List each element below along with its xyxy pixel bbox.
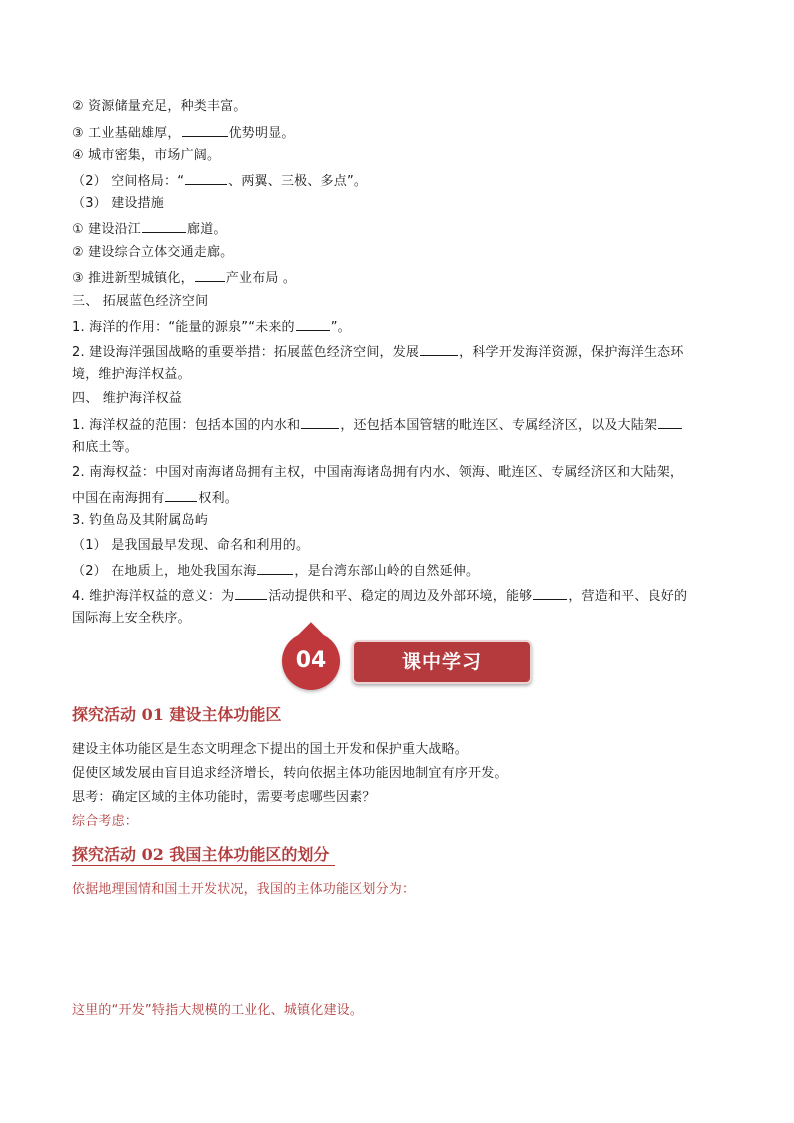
section-heading: 三、 拓展蓝色经济空间 (72, 294, 209, 309)
fill-blank[interactable] (165, 489, 197, 502)
activity-1-question: 思考：确定区域的主体功能时，需要考虑哪些因素？ (72, 790, 376, 805)
text-line: 3. 钓鱼岛及其附属岛屿 (72, 513, 208, 528)
fill-blank[interactable] (257, 562, 293, 575)
activity-2-note: 这里的“开发”特指大规模的工业化、城镇化建设。 (72, 1003, 364, 1018)
activity-2-text: 依据地理国情和国土开发状况，我国的主体功能区划分为： (72, 882, 416, 897)
text-line: ① 建设沿江 廊道。 (72, 222, 227, 237)
section-title: 课中学习 (401, 651, 482, 673)
text-line: ② 建设综合立体交通走廊。 (72, 245, 234, 260)
fill-blank[interactable] (185, 172, 227, 185)
fill-blank[interactable] (195, 269, 225, 282)
activity-1-heading: 探究活动 01 建设主体功能区 (72, 705, 282, 724)
text-line: 和底土等。 (72, 440, 139, 455)
text-line: （2） 在地质上，地处我国东海 ，是台湾东部山岭的自然延伸。 (72, 564, 480, 579)
section-heading: 四、 维护海洋权益 (72, 391, 182, 406)
fill-blank[interactable] (142, 220, 186, 233)
activity-1-answer-prompt: 综合考虑： (72, 814, 139, 829)
fill-blank[interactable] (182, 124, 228, 137)
fill-blank[interactable] (301, 416, 339, 429)
text-line: 4. 维护海洋权益的意义：为 活动提供和平、稳定的周边及外部环境，能够 ，营造和平、良好的 (72, 589, 688, 604)
text-line: （3） 建设措施 (72, 196, 165, 211)
text-line: 1. 海洋的作用：“能量的源泉”“未来的 ”。 (72, 320, 351, 335)
section-number: 04 (295, 648, 327, 673)
fill-blank[interactable] (533, 587, 567, 600)
activity-1-text: 促使区域发展由盲目追求经济增长，转向依据主体功能因地制宜有序开发。 (72, 766, 508, 781)
activity-2-heading: 探究活动 02 我国主体功能区的划分 (72, 845, 335, 866)
activity-1-text: 建设主体功能区是生态文明理念下提出的国土开发和保护重大战略。 (72, 742, 469, 757)
text-line: 国际海上安全秩序。 (72, 611, 191, 626)
text-line: ② 资源储量充足，种类丰富。 (72, 99, 247, 114)
text-line: 2. 建设海洋强国战略的重要举措：拓展蓝色经济空间，发展 ，科学开发海洋资源，保护海洋生态环 (72, 345, 684, 360)
text-line: ④ 城市密集，市场广阔。 (72, 148, 221, 163)
fill-blank[interactable] (658, 416, 682, 429)
text-line: 境，维护海洋权益。 (72, 367, 191, 382)
text-line: 中国在南海拥有 权利。 (72, 491, 239, 506)
text-line: ③ 工业基础雄厚， 优势明显。 (72, 126, 295, 141)
text-line: 1. 海洋权益的范围：包括本国的内水和 ，还包括本国管辖的毗连区、专属经济区，以及大陆架 (72, 416, 683, 434)
fill-blank[interactable] (296, 318, 330, 331)
fill-blank[interactable] (235, 587, 267, 600)
section-banner (276, 628, 532, 694)
fill-blank[interactable] (420, 343, 458, 356)
text-line: ③ 推进新型城镇化， 产业布局 。 (72, 271, 297, 286)
text-line: （2） 空间格局：“ 、两翼、三极、多点”。 (72, 174, 368, 189)
text-line: （1） 是我国最早发现、命名和利用的。 (72, 538, 310, 553)
text-line: 2. 南海权益：中国对南海诸岛拥有主权，中国南海诸岛拥有内水、领海、毗连区、专属经济区和大陆架， (72, 465, 684, 480)
